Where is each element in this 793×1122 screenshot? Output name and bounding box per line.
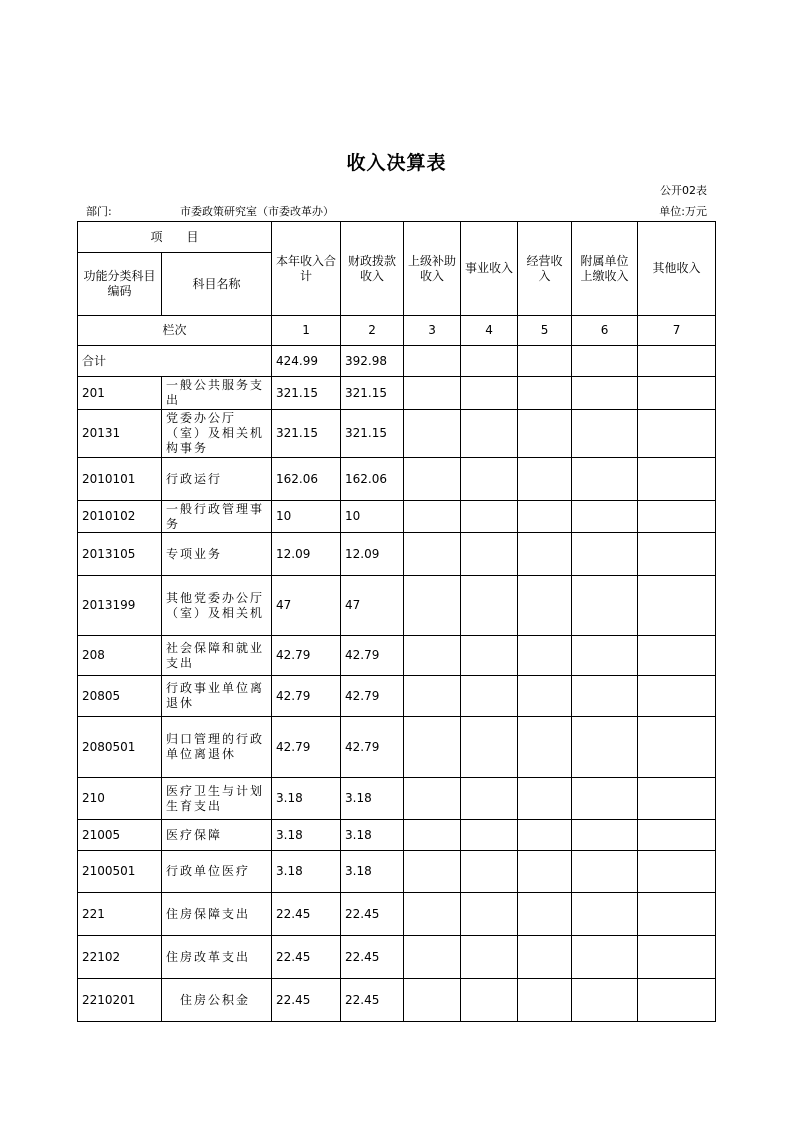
total-cell: 10 [272,501,341,533]
fiscal-cell: 10 [341,501,404,533]
fiscal-cell: 22.45 [341,893,404,936]
income-table [77,221,716,1022]
department-name: 市委政策研究室（市委改革办） [180,205,334,218]
table-row [78,936,716,979]
header-affiliated: 附属单位上缴收入 [572,222,638,316]
total-cell: 47 [272,576,341,636]
name-cell: 医疗卫生与计划生育支出 [162,778,272,820]
table-row [78,717,716,778]
unit-label: 单位:万元 [659,205,707,218]
col-number: 7 [638,316,716,346]
name-cell: 其他党委办公厅（室）及相关机 [162,576,272,636]
fiscal-cell: 42.79 [341,676,404,717]
name-cell: 一般行政管理事务 [162,501,272,533]
fiscal-cell: 162.06 [341,458,404,501]
name-cell: 住房保障支出 [162,893,272,936]
code-cell: 20805 [78,676,162,717]
header-upper: 上级补助收入 [404,222,461,316]
total-cell: 22.45 [272,979,341,1022]
table-row [78,377,716,410]
total-row [78,346,716,377]
code-cell: 20131 [78,410,162,458]
code-cell: 2013105 [78,533,162,576]
header-business: 事业收入 [461,222,518,316]
table-row [78,851,716,893]
col-number: 4 [461,316,518,346]
total-cell: 424.99 [272,346,341,377]
code-cell: 201 [78,377,162,410]
name-cell: 社会保障和就业支出 [162,636,272,676]
department-label: 部门: [86,205,112,218]
code-cell: 208 [78,636,162,676]
total-cell: 321.15 [272,410,341,458]
table-row [78,533,716,576]
code-cell: 22102 [78,936,162,979]
fiscal-cell: 42.79 [341,636,404,676]
code-cell: 2100501 [78,851,162,893]
fiscal-cell: 321.15 [341,377,404,410]
total-cell: 321.15 [272,377,341,410]
table-row [78,979,716,1022]
table-row [78,458,716,501]
fiscal-cell: 42.79 [341,717,404,778]
code-cell: 2210201 [78,979,162,1022]
lanci-label: 栏次 [78,316,272,346]
total-cell: 3.18 [272,851,341,893]
total-cell: 3.18 [272,778,341,820]
header-item: 项 目 [78,222,272,253]
fiscal-cell: 392.98 [341,346,404,377]
table-row [78,410,716,458]
table-row [78,820,716,851]
total-cell: 42.79 [272,676,341,717]
table-row [78,636,716,676]
code-cell: 210 [78,778,162,820]
header-total: 本年收入合计 [272,222,341,316]
table-row [78,576,716,636]
code-cell: 221 [78,893,162,936]
name-cell: 行政单位医疗 [162,851,272,893]
col-number: 6 [572,316,638,346]
total-cell: 42.79 [272,636,341,676]
fiscal-cell: 3.18 [341,778,404,820]
name-cell: 住房改革支出 [162,936,272,979]
name-cell: 医疗保障 [162,820,272,851]
name-cell: 行政运行 [162,458,272,501]
fiscal-cell: 22.45 [341,936,404,979]
name-cell: 归口管理的行政单位离退休 [162,717,272,778]
total-cell: 22.45 [272,893,341,936]
name-cell: 一般公共服务支出 [162,377,272,410]
code-cell: 2013199 [78,576,162,636]
total-cell: 42.79 [272,717,341,778]
name-cell: 住房公积金 [162,979,272,1022]
fiscal-cell: 3.18 [341,851,404,893]
header-operating: 经营收入 [518,222,572,316]
table-row [78,893,716,936]
total-cell: 162.06 [272,458,341,501]
code-cell: 2010101 [78,458,162,501]
total-label: 合计 [78,346,272,377]
form-number: 公开02表 [660,184,707,197]
code-cell: 2010102 [78,501,162,533]
col-number: 2 [341,316,404,346]
total-cell: 12.09 [272,533,341,576]
fiscal-cell: 47 [341,576,404,636]
page-title: 收入决算表 [346,152,447,174]
name-cell: 党委办公厅（室）及相关机构事务 [162,410,272,458]
table-row [78,676,716,717]
header-func-code: 功能分类科目编码 [78,253,162,316]
table-row [78,778,716,820]
total-cell: 22.45 [272,936,341,979]
col-number: 3 [404,316,461,346]
fiscal-cell: 22.45 [341,979,404,1022]
total-cell: 3.18 [272,820,341,851]
fiscal-cell: 321.15 [341,410,404,458]
header-other: 其他收入 [638,222,716,316]
name-cell: 行政事业单位离退休 [162,676,272,717]
code-cell: 2080501 [78,717,162,778]
name-cell: 专项业务 [162,533,272,576]
fiscal-cell: 3.18 [341,820,404,851]
fiscal-cell: 12.09 [341,533,404,576]
header-fiscal: 财政拨款收入 [341,222,404,316]
header-subject-name: 科目名称 [162,253,272,316]
col-number: 5 [518,316,572,346]
col-number: 1 [272,316,341,346]
code-cell: 21005 [78,820,162,851]
table-row [78,501,716,533]
